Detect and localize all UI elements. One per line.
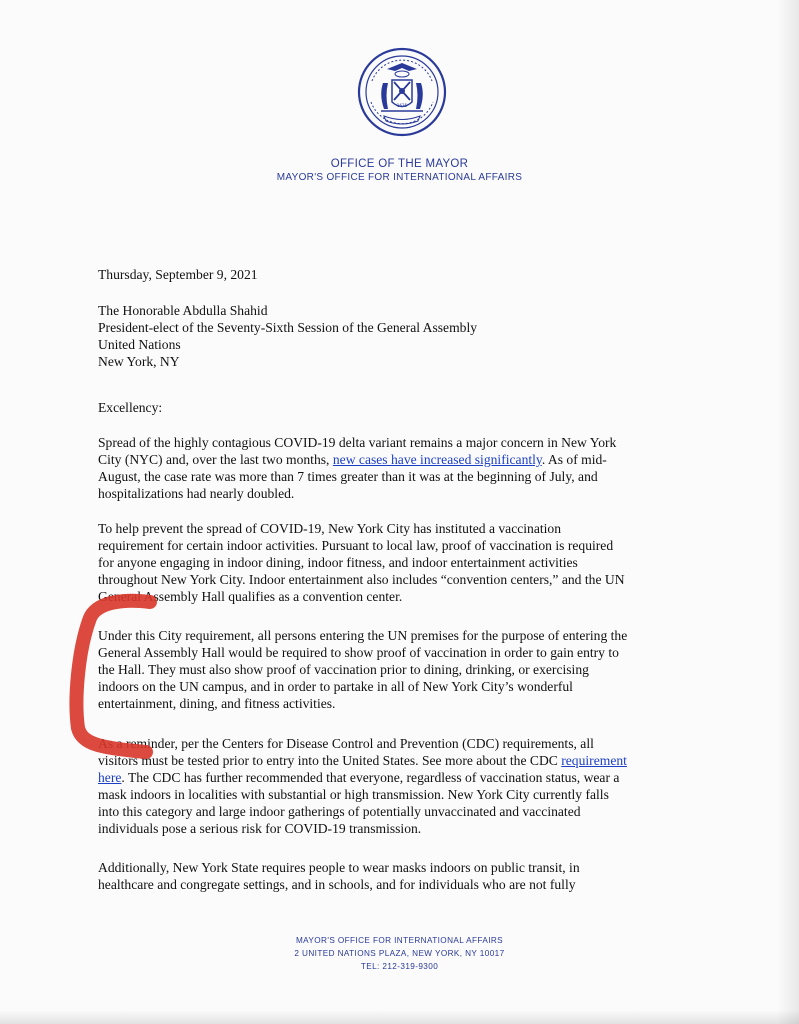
paragraph-line: To help prevent the spread of COVID-19, New York City has instituted a vaccination <box>98 521 562 536</box>
footer-office: MAYOR'S OFFICE FOR INTERNATIONAL AFFAIRS <box>295 936 504 945</box>
office-subtitle: MAYOR'S OFFICE FOR INTERNATIONAL AFFAIRS <box>276 172 523 183</box>
paragraph-line: General Assembly Hall would be required to show proof of vaccination in order to gain entry to <box>98 645 619 660</box>
paragraph-line: General Assembly Hall qualifies as a convention center. <box>98 589 403 604</box>
seal-year-text: 1625 <box>396 103 408 108</box>
page-edge-shadow <box>777 0 799 1024</box>
paragraph-line: throughout New York City. Indoor entertainment also includes “convention centers,” and the UN <box>98 572 625 587</box>
page-bottom-shadow <box>0 1010 799 1024</box>
paragraph-line: Additionally, New York State requires people to wear masks indoors on public transit, in <box>98 860 580 875</box>
recipient-line: New York, NY <box>98 354 180 369</box>
text-run: visitors must be tested prior to entry into the United States. See more about the CDC <box>98 753 562 768</box>
recipient-line: The Honorable Abdulla Shahid <box>98 303 268 318</box>
city-seal-icon <box>357 47 447 137</box>
paragraph-line: entertainment, dining, and fitness activities. <box>98 696 336 711</box>
recipient-line: United Nations <box>98 337 181 352</box>
text-run: . As of mid- <box>541 452 607 467</box>
letter-date: Thursday, September 9, 2021 <box>98 267 258 282</box>
footer-phone: TEL: 212-319-9300 <box>360 962 439 971</box>
paragraph-line: Spread of the highly contagious COVID-19 delta variant remains a major concern in New York <box>98 435 617 450</box>
paragraph-line <box>98 752 627 769</box>
text-run: . The CDC has further recommended that everyone, regardless of vaccination status, wear a <box>121 770 620 785</box>
paragraph-line: individuals pose a serious risk for COVID-19 transmission. <box>98 821 422 836</box>
paragraph-line: into this category and large indoor gatherings of potentially unvaccinated and vaccinated <box>98 804 581 819</box>
cases-increased-link[interactable]: new cases have increased significantly <box>332 452 542 467</box>
paragraph-line: the Hall. They must also show proof of vaccination prior to dining, drinking, or exercising <box>98 662 589 677</box>
paragraph-line: healthcare and congregate settings, and in schools, and for individuals who are not fully <box>98 877 576 892</box>
paragraph-line: for anyone engaging in indoor dining, indoor fitness, and indoor entertainment activities <box>98 555 578 570</box>
paragraph-line <box>98 769 619 786</box>
office-title: OFFICE OF THE MAYOR <box>330 158 469 170</box>
paragraph-line: indoors on the UN campus, and in order to partake in all of New York City’s wonderful <box>98 679 573 694</box>
paragraph-line: requirement for certain indoor activities. Pursuant to local law, proof of vaccination is required <box>98 538 614 553</box>
paragraph-line: mask indoors in localities with substantial or high transmission. New York City currently falls <box>98 787 609 802</box>
salutation: Excellency: <box>98 400 163 415</box>
cdc-requirement-here-link[interactable]: here <box>98 770 122 785</box>
cdc-requirement-link[interactable]: requirement <box>561 753 627 768</box>
footer-address: 2 UNITED NATIONS PLAZA, NEW YORK, NY 10017 <box>294 949 505 958</box>
paragraph-line: As a reminder, per the Centers for Disease Control and Prevention (CDC) requirements, all <box>98 736 594 751</box>
text-run: City (NYC) and, over the last two months, <box>98 452 333 467</box>
paragraph-line <box>98 451 607 468</box>
recipient-line: President-elect of the Seventy-Sixth Session of the General Assembly <box>98 320 478 335</box>
paragraph-line: hospitalizations had nearly doubled. <box>98 486 295 501</box>
paragraph-line: August, the case rate was more than 7 times greater than it was at the beginning of July, and <box>98 469 598 484</box>
paragraph-line: Under this City requirement, all persons entering the UN premises for the purpose of entering the <box>98 628 628 643</box>
